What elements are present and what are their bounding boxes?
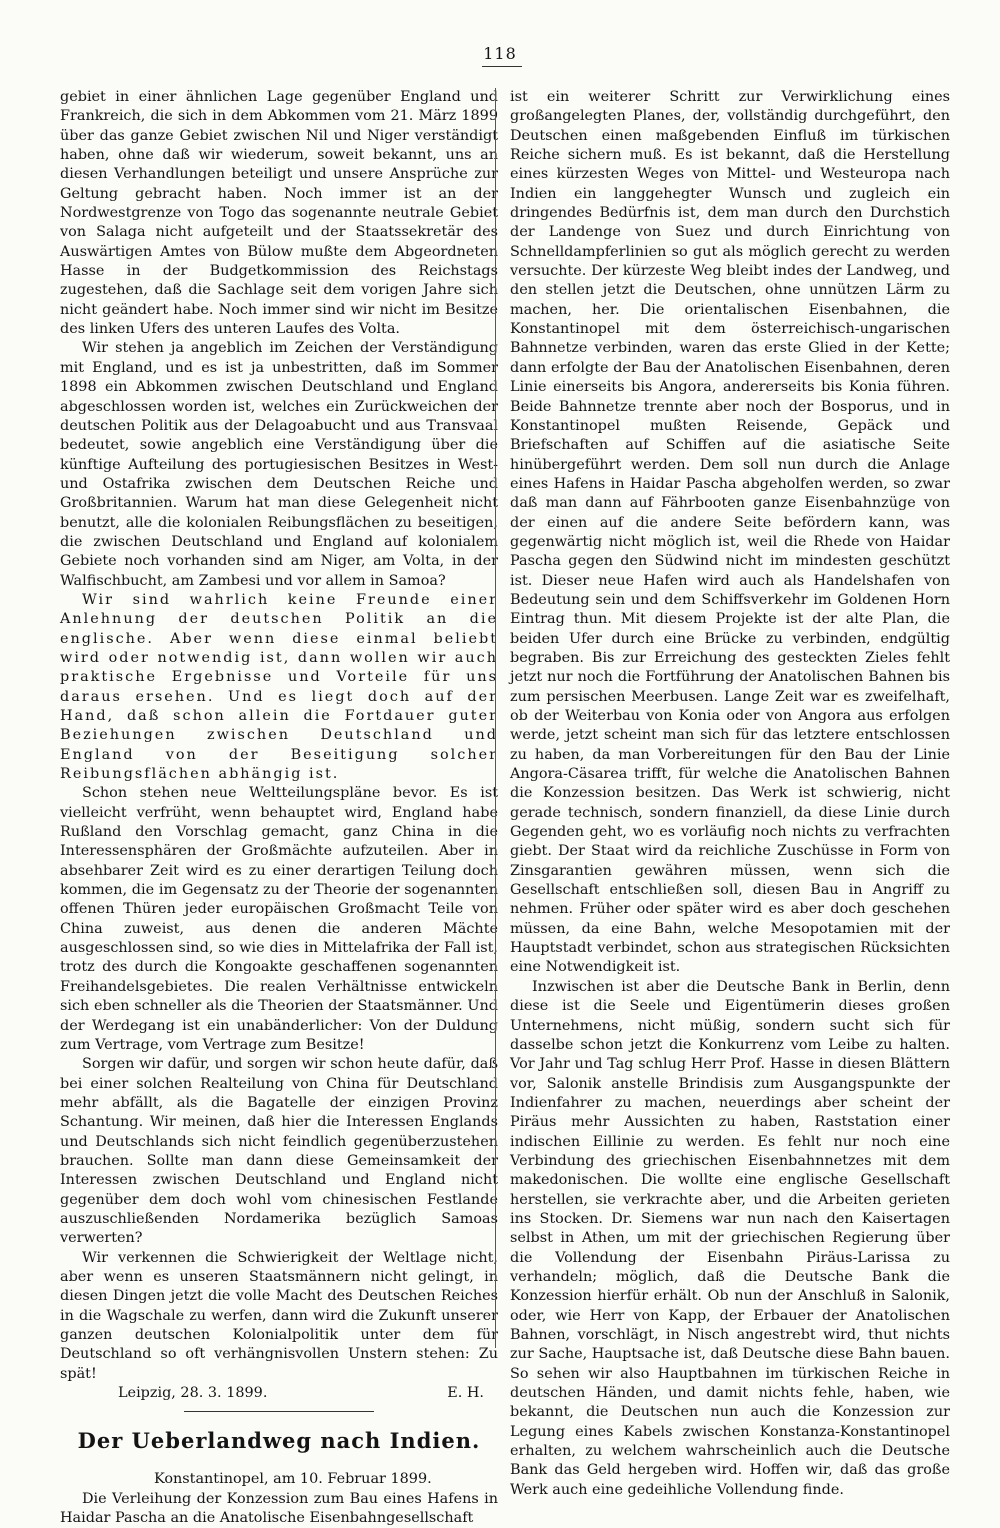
page-number: 118 [483, 44, 517, 63]
signature-line [60, 1384, 498, 1403]
signature-place-date: Leipzig, 28. 3. 1899. [118, 1385, 268, 1402]
paragraph: Inzwischen ist aber die Deutsche Bank in Berlin, denn diese ist die Seele und Eigentümerin dieses großen Unternehmens, nicht müßig, sondern sucht sich für dasselbe schon jetzt die Konkurrenz vom Leibe zu halten. Vor Jahr und Tag schlug Herr Prof. Hasse in diesen Blättern vor, Salonik anstelle Brindisis zum Ausgangspunkte der Indienfahrer zu machen, neuerdings aber scheint der Piräus mehr Aussichten zu haben, Raststation einer indischen Eillinie zu werden. Es fehlt nur noch eine Verbindung des griechischen Eisenbahnnetzes mit dem makedonischen. Die wollte eine englische Gesellschaft herstellen, sie verkrachte aber, und die Arbeiten gerieten ins Stocken. Dr. Siemens war nun nach den Kaisertagen selbst in Athen, um mit der griechischen Regierung über die Vollendung der Eisenbahn Piräus-Larissa zu verhandeln; möglich, daß die Deutsche Bank die Konzession hierfür erhält. Ob nun der Anschluß in Salonik, oder, wie Herr von Kapp, der Erbauer der Anatolischen Bahnen, vorschlägt, in Nisch angestrebt wird, thut nichts zur Sache, Hauptsache ist, daß Deutsche diese Bahn bauen. So sehen wir also Hauptbahnen im türkischen Reiche in deutschen Händen, und damit nichts fehle, haben, wie bekannt, die Deutschen nun auch die Konzession zur Legung eines Kabels zwischen Konstanza-Konstantinopel erhalten, zu welchem wahrscheinlich auch die Deutsche Bank das Geld hergeben wird. Hoffen wir, daß das große Werk auch eine gedeihliche Vollendung finde. [510, 978, 950, 1498]
article-separator-rule [184, 1411, 374, 1412]
left-column [60, 88, 498, 1528]
article-dateline: Konstantinopel, am 10. Februar 1899. [154, 1471, 432, 1488]
paragraph: gebiet in einer ähnlichen Lage gegenüber England und Frankreich, die sich in dem Abkommen vom 21. März 1899 über das ganze Gebiet zwischen Nil und Niger verständigt haben, ohne daß wir wiederum, soweit bekannt, uns an diesen Verhandlungen beteiligt und unsere Ansprüche zur Geltung gebracht haben. Noch immer ist an der Nordwestgrenze von Togo das sogenannte neutrale Gebiet von Salaga nicht aufgeteilt und der Staatssekretär des Auswärtigen Amtes von Bülow mußte dem Abgeordneten Hasse in der Budgetkommission des Reichstags zugestehen, daß die Sachlage seit dem vorigen Jahre sich nicht geändert habe. Noch immer sind wir nicht im Besitze des linken Ufers des unteren Laufes des Volta. [60, 89, 498, 338]
page-number-rule [482, 66, 522, 67]
signature-initials: E. H. [447, 1385, 484, 1402]
paragraph: Die Verleihung der Konzession zum Bau eines Hafens in Haidar Pascha an die Anatolische Eisenbahngesellschaft [60, 1490, 498, 1527]
paragraph: Wir sind wahrlich keine Freunde einer Anlehnung der deutschen Politik an die englische. Aber wenn diese einmal beliebt wird oder notwendig ist, dann wollen wir auch praktische Ergebnisse und Vorteile für uns daraus ersehen. Und es liegt doch auf der Hand, daß schon allein die Fortdauer guter Beziehungen zwischen Deutschland und England von der Beseitigung solcher Reibungsflächen abhängig ist. [60, 591, 498, 783]
paragraph: ist ein weiterer Schritt zur Verwirklichung eines großangelegten Planes, der, vollständig durchgeführt, den Deutschen einen maßgebenden Einfluß im türkischen Reiche sichern muß. Es ist bekannt, daß die Herstellung eines kürzesten Weges von Mittel- und Westeuropa nach Indien ein langgehegter Wunsch und zugleich ein dringendes Bedürfnis ist, dem man durch den Durchstich der Landenge von Suez und durch Einrichtung von Schnelldampferlinien so gut als möglich gerecht zu werden versuchte. Der kürzeste Weg bleibt indes der Landweg, und den stellen jetzt die Deutschen, ohne unnützen Lärm zu machen, her. Die orientalischen Eisenbahnen, die Konstantinopel mit dem österreichisch-ungarischen Bahnnetze verbinden, waren das erste Glied in der Kette; dann erfolgte der Bau der Anatolischen Eisenbahnen, deren Linie einerseits bis Angora, andererseits bis Konia führen. Beide Bahnnetze trennte aber noch der Bosporus, und in Konstantinopel mußten Reisende, Gepäck und Briefschaften auf Schiffen auf die asiatische Seite hinübergeführt werden. Dem soll nun durch die Anlage eines Hafens in Haidar Pascha abgeholfen werden, so zwar daß man dann auf Fährbooten ganze Eisenbahnzüge von der einen auf die andere Seite befördern kann, was gegenwärtig nicht möglich ist, weil die Rhede von Haidar Pascha gegen den Südwind nicht im mindesten geschützt ist. Dieser neue Hafen wird auch als Handelshafen von Bedeutung sein und dem Schiffsverkehr im Goldenen Horn Eintrag thun. Mit diesem Projekte ist der alte Plan, die beiden Ufer durch eine Brücke zu verbinden, endgültig begraben. Bis zur Erreichung des gesteckten Zieles fehlt jetzt nur noch die Fortführung der Anatolischen Bahnen bis zum persischen Meerbusen. Lange Zeit war es zweifelhaft, ob der Weiterbau von Konia oder von Angora aus erfolgen werde, jetzt scheint man sich für das letztere entschlossen zu haben, da man Vorbereitungen für den Bau der Linie Angora-Cäsarea trifft, für welche die Anatolischen Bahnen die Konzession besitzen. Das Werk ist schwierig, nicht gerade technisch, sondern finanziell, da diese Linie durch Gegenden geht, wo es vorläufig noch nichts zu verfrachten giebt. Der Staat wird da reichliche Zuschüsse in Form von Zinsgarantien gewähren müssen, wenn sich die Gesellschaft entschließen soll, diesen Bau in Angriff zu nehmen. Früher oder später wird es aber doch geschehen müssen, da eine Bahn, welche Mesopotamien mit der Hauptstadt verbindet, schon aus strategischen Rücksichten eine Notwendigkeit ist. [510, 89, 950, 976]
paragraph: Wir stehen ja angeblich im Zeichen der Verständigung mit England, und es ist ja unbestritten, daß im Sommer 1898 ein Abkommen zwischen Deutschland und England abgeschlossen worden ist, welches ein Zurückweichen der deutschen Politik aus der Delagoabucht und aus Transvaal bedeutet, sowie angeblich eine Verständigung über die künftige Aufteilung des portugiesischen Besitzes in West- und Ostafrika zwischen dem Deutschen Reiche und Großbritannien. Warum hat man diese Gelegenheit nicht benutzt, alle die kolonialen Reibungsflächen zu beseitigen, die zwischen Deutschland und England auf kolonialem Gebiete noch vorhanden sind am Niger, am Volta, in der Walfischbucht, am Zambesi und vor allem in Samoa? [60, 340, 498, 589]
article-title: Der Ueberlandweg nach Indien. [77, 1428, 481, 1454]
paragraph: Sorgen wir dafür, und sorgen wir schon heute dafür, daß bei einer solchen Realteilung von China für Deutschland mehr abfällt, als die Bagatelle der einzigen Provinz Schantung. Wir meinen, daß hier die Interessen Englands und Deutschlands sich nicht feindlich gegenüberzustehen brauchen. Sollte man dann diese Gemeinsamkeit der Interessen zwischen Deutschland und England nicht gegenüber dem doch wohl vom chinesischen Festlande auszuschließenden Nordamerika bezüglich Samoas verwerten? [60, 1056, 498, 1247]
column-divider [495, 88, 496, 1348]
paragraph: Wir verkennen die Schwierigkeit der Weltlage nicht, aber wenn es unseren Staatsmännern nicht gelingt, in diesen Dingen jetzt die volle Macht des Deutschen Reiches in die Wagschale zu werfen, dann wird die Zukunft unserer ganzen deutschen Kolonialpolitik unter dem für Deutschland so oft verhängnisvollen Unstern stehen: Zu spät! [60, 1249, 498, 1382]
paragraph: Schon stehen neue Weltteilungspläne bevor. Es ist vielleicht verfrüht, wenn behauptet wird, England habe Rußland den Vorschlag gemacht, ganz China in die Interessensphären der Großmächte aufzuteilen. Aber in absehbarer Zeit wird es zu einer derartigen Teilung doch kommen, die im Gegensatz zu der Theorie der sogenannten offenen Thüren jeder europäischen Großmacht Teile von China zuweist, aus denen die anderen Mächte ausgeschlossen sind, so wie dies in Mittelafrika der Fall ist, trotz des durch die Kongoakte geschaffenen sogenannten Freihandelsgebietes. Die realen Verhältnisse entwickeln sich eben schneller als die Theorien der Staatsmänner. Und der Werdegang ist ein unabänderlicher: Von der Duldung zum Vertrage, vom Vertrage zum Besitze! [60, 785, 498, 1053]
right-column [510, 88, 950, 1500]
